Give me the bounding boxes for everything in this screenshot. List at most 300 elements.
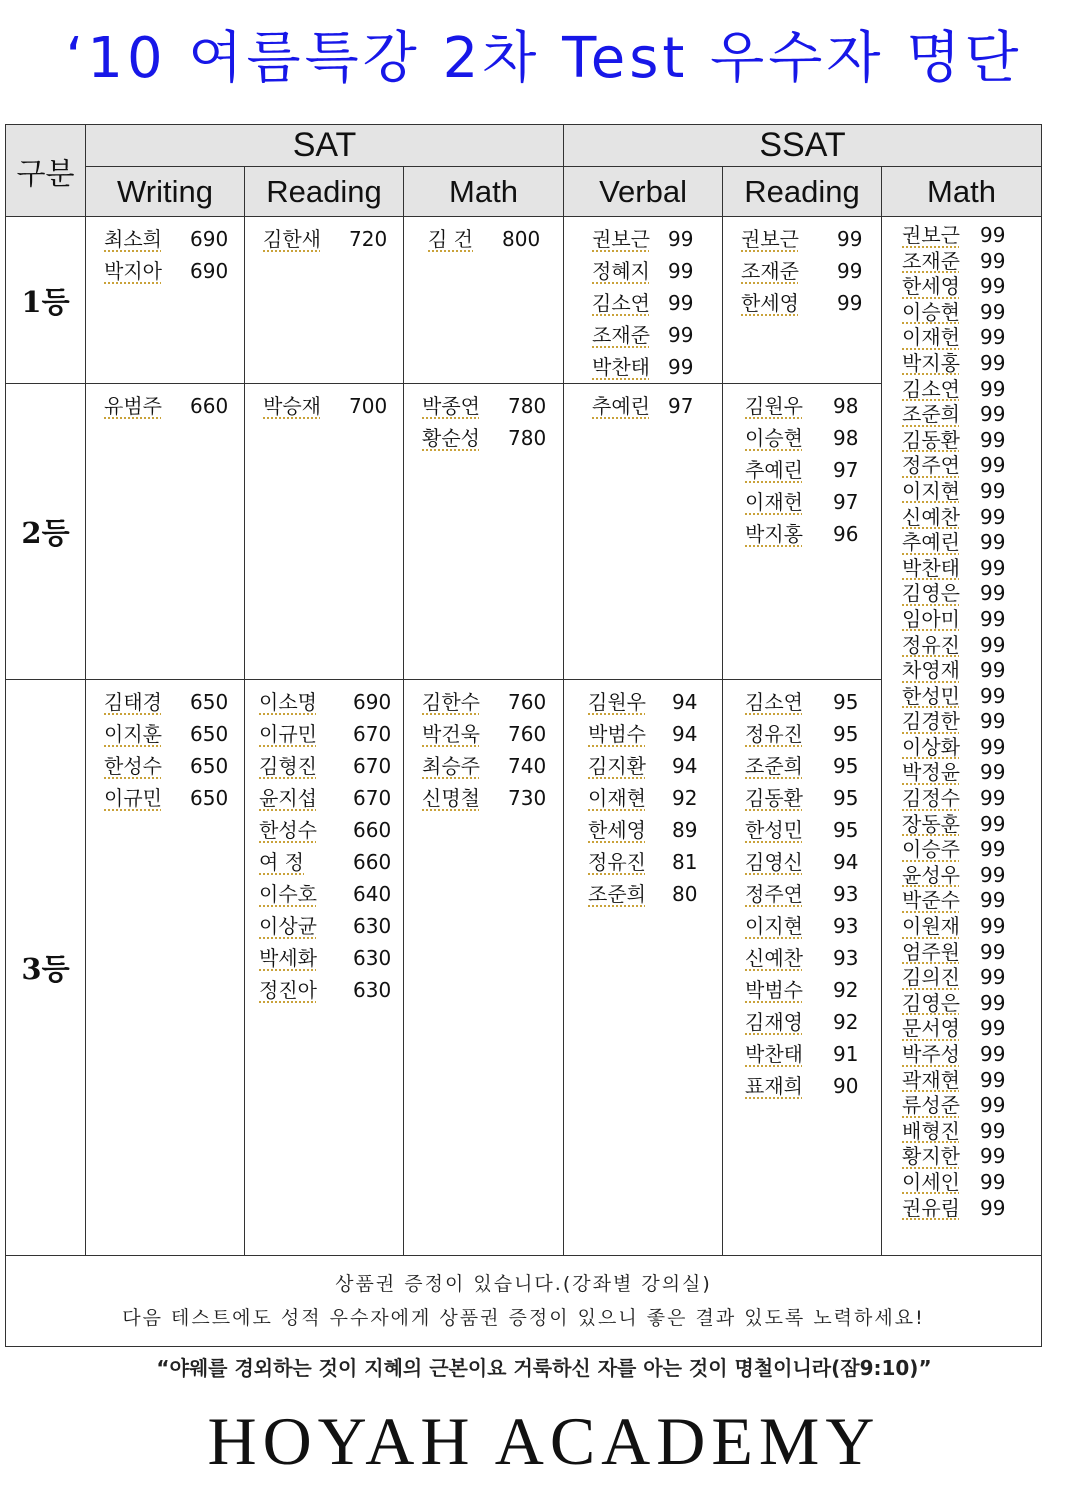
student-score: 99 — [980, 606, 1006, 631]
list-item — [245, 686, 403, 718]
student-name: 이수호 — [259, 882, 317, 906]
student-name: 조준희 — [902, 402, 960, 427]
student-score: 95 — [833, 722, 859, 746]
student-score: 780 — [508, 394, 547, 418]
student-name: 박지아 — [104, 259, 162, 283]
list-item — [245, 223, 403, 255]
list-item — [564, 782, 722, 814]
student-name: 엄주원 — [902, 939, 960, 964]
list-item — [882, 1196, 1041, 1222]
list-item — [723, 718, 881, 750]
list-item — [86, 686, 244, 718]
student-name: 박찬태 — [745, 1042, 803, 1066]
list-item — [882, 837, 1041, 863]
list-item — [564, 287, 722, 319]
student-name: 박정윤 — [902, 760, 960, 785]
student-name: 한성수 — [259, 818, 317, 842]
student-score: 690 — [190, 259, 229, 283]
student-score: 99 — [980, 555, 1006, 580]
list-sat-reading-g1 — [245, 217, 403, 255]
student-name: 여 정 — [259, 850, 304, 874]
list-sat-math-g2 — [404, 384, 563, 454]
student-name: 박종연 — [422, 394, 480, 418]
student-score: 92 — [833, 978, 859, 1002]
list-item — [86, 782, 244, 814]
student-score: 99 — [980, 888, 1006, 913]
student-score: 99 — [980, 581, 1006, 606]
student-name: 김한수 — [422, 690, 480, 714]
student-name: 박범수 — [588, 722, 646, 746]
student-name: 윤지섭 — [259, 786, 317, 810]
list-item — [882, 223, 1041, 249]
list-item — [723, 846, 881, 878]
list-item — [882, 812, 1041, 838]
student-name: 류성준 — [902, 1093, 960, 1118]
list-item — [882, 505, 1041, 531]
student-score: 95 — [833, 786, 859, 810]
list-item — [723, 782, 881, 814]
student-name: 김원우 — [588, 690, 646, 714]
list-sat-math-g1 — [404, 217, 563, 255]
list-item — [882, 581, 1041, 607]
student-score: 99 — [980, 325, 1006, 350]
student-score: 95 — [833, 690, 859, 714]
list-item — [882, 428, 1041, 454]
student-score: 99 — [980, 734, 1006, 759]
student-name: 정진아 — [259, 978, 317, 1002]
student-score: 99 — [980, 223, 1006, 247]
student-name: 한세영 — [588, 818, 646, 842]
student-score: 99 — [668, 323, 694, 347]
list-item — [882, 684, 1041, 710]
col-ssat-reading: Reading — [723, 167, 882, 217]
student-name: 김소연 — [745, 690, 803, 714]
student-name: 김원우 — [745, 394, 803, 418]
list-ssat-verbal-g1 — [564, 217, 722, 383]
list-item — [882, 377, 1041, 403]
student-score: 650 — [190, 786, 229, 810]
student-name: 박지홍 — [902, 350, 960, 375]
col-ssat-math: Math — [882, 167, 1042, 217]
list-item — [564, 390, 722, 422]
student-name: 정유진 — [902, 632, 960, 657]
student-score: 99 — [980, 811, 1006, 836]
student-name: 권보근 — [741, 227, 799, 251]
col-sat-writing: Writing — [86, 167, 245, 217]
student-score: 800 — [502, 227, 541, 251]
student-score: 99 — [980, 478, 1006, 503]
list-item — [882, 888, 1041, 914]
student-name: 이지현 — [902, 478, 960, 503]
student-score: 99 — [837, 227, 863, 251]
student-score: 94 — [672, 754, 698, 778]
student-name: 이재현 — [588, 786, 646, 810]
student-score: 89 — [672, 818, 698, 842]
list-item — [404, 390, 563, 422]
student-score: 81 — [672, 850, 698, 874]
student-score: 99 — [980, 530, 1006, 555]
list-item — [882, 863, 1041, 889]
student-name: 임아미 — [902, 606, 960, 631]
student-name: 신예찬 — [745, 946, 803, 970]
list-ssat-reading-g3 — [723, 680, 881, 1102]
student-score: 99 — [980, 376, 1006, 401]
student-score: 93 — [833, 914, 859, 938]
student-name: 김형진 — [259, 754, 317, 778]
student-score: 760 — [508, 722, 547, 746]
student-score: 97 — [668, 394, 694, 418]
list-sat-reading-g2 — [245, 384, 403, 422]
student-score: 99 — [980, 274, 1006, 299]
student-name: 한성민 — [902, 683, 960, 708]
student-score: 97 — [833, 458, 859, 482]
list-sat-writing-g3 — [86, 680, 244, 814]
student-score: 99 — [980, 1169, 1006, 1194]
student-score: 99 — [980, 965, 1006, 990]
student-score: 670 — [353, 786, 392, 810]
list-item — [882, 914, 1041, 940]
notice-line-2: 다음 테스트에도 성적 우수자에게 상품권 증정이 있으니 좋은 결과 있도록 노력하세요! — [122, 1307, 925, 1329]
student-name: 최소희 — [104, 227, 162, 251]
student-score: 99 — [980, 862, 1006, 887]
student-score: 96 — [833, 522, 859, 546]
student-score: 99 — [980, 248, 1006, 273]
student-score: 660 — [353, 850, 392, 874]
list-item — [882, 249, 1041, 275]
list-item — [564, 846, 722, 878]
student-score: 99 — [980, 402, 1006, 427]
student-score: 94 — [672, 690, 698, 714]
student-name: 김소연 — [902, 376, 960, 401]
list-item — [245, 390, 403, 422]
student-score: 93 — [833, 946, 859, 970]
list-item — [882, 658, 1041, 684]
list-item — [86, 255, 244, 287]
student-score: 650 — [190, 690, 229, 714]
list-item — [723, 223, 881, 255]
student-name: 이상화 — [902, 734, 960, 759]
student-score: 99 — [837, 291, 863, 315]
list-item — [723, 1038, 881, 1070]
student-score: 90 — [833, 1074, 859, 1098]
list-item — [882, 1068, 1041, 1094]
student-name: 권보근 — [902, 223, 960, 247]
sat-header: SAT — [86, 125, 564, 167]
student-score: 650 — [190, 722, 229, 746]
list-item — [882, 300, 1041, 326]
student-score: 99 — [837, 259, 863, 283]
student-name: 김영은 — [902, 990, 960, 1015]
list-ssat-verbal-g3 — [564, 680, 722, 910]
student-name: 조재준 — [902, 248, 960, 273]
student-name: 정혜지 — [592, 259, 650, 283]
student-name: 박찬태 — [902, 555, 960, 580]
list-item — [882, 1042, 1041, 1068]
student-score: 99 — [980, 1093, 1006, 1118]
student-score: 99 — [980, 1042, 1006, 1066]
list-item — [882, 709, 1041, 735]
student-score: 98 — [833, 394, 859, 418]
student-name: 추예린 — [745, 458, 803, 482]
list-item — [86, 750, 244, 782]
student-name: 김영신 — [745, 850, 803, 874]
list-item — [564, 718, 722, 750]
student-score: 670 — [353, 754, 392, 778]
student-score: 99 — [980, 709, 1006, 734]
student-score: 99 — [980, 914, 1006, 939]
student-name: 추예린 — [902, 530, 960, 555]
page-title: ‘10 여름특강 2차 Test 우수자 명단 — [65, 26, 1023, 91]
list-item — [86, 718, 244, 750]
student-score: 660 — [190, 394, 229, 418]
list-item — [245, 910, 403, 942]
student-score: 720 — [349, 227, 388, 251]
student-name: 이원재 — [902, 914, 960, 939]
col-sat-reading: Reading — [245, 167, 404, 217]
list-sat-writing-g2 — [86, 384, 244, 422]
grade-3: 3등 — [6, 680, 86, 1256]
student-score: 99 — [980, 683, 1006, 708]
list-item — [723, 686, 881, 718]
list-item — [404, 750, 563, 782]
student-name: 이재헌 — [902, 325, 960, 350]
list-item — [564, 319, 722, 351]
student-score: 99 — [980, 299, 1006, 324]
student-name: 장동훈 — [902, 811, 960, 836]
list-item — [882, 1016, 1041, 1042]
list-item — [245, 942, 403, 974]
student-name: 이규민 — [259, 722, 317, 746]
list-item — [86, 390, 244, 422]
student-name: 신명철 — [422, 786, 480, 810]
list-ssat-verbal-g2 — [564, 384, 722, 422]
winners-table — [5, 124, 1042, 1347]
student-name: 정유진 — [745, 722, 803, 746]
student-score: 660 — [353, 818, 392, 842]
student-name: 한세영 — [902, 274, 960, 299]
grade-1: 1등 — [6, 217, 86, 384]
student-score: 97 — [833, 490, 859, 514]
student-score: 93 — [833, 882, 859, 906]
col-sat-math: Math — [404, 167, 564, 217]
student-name: 박승재 — [263, 394, 321, 418]
list-item — [404, 686, 563, 718]
list-item — [245, 718, 403, 750]
list-item — [882, 760, 1041, 786]
student-score: 630 — [353, 946, 392, 970]
student-name: 조재준 — [741, 259, 799, 283]
list-item — [404, 718, 563, 750]
student-name: 이승현 — [745, 426, 803, 450]
list-item — [882, 530, 1041, 556]
student-score: 690 — [353, 690, 392, 714]
student-name: 황지한 — [902, 1144, 960, 1169]
student-score: 99 — [980, 1195, 1006, 1220]
student-name: 박건욱 — [422, 722, 480, 746]
student-name: 조재준 — [592, 323, 650, 347]
list-item — [882, 1119, 1041, 1145]
student-score: 80 — [672, 882, 698, 906]
list-item — [564, 223, 722, 255]
student-score: 99 — [668, 259, 694, 283]
list-item — [723, 974, 881, 1006]
list-item — [564, 750, 722, 782]
student-score: 99 — [980, 837, 1006, 862]
col-ssat-verbal: Verbal — [564, 167, 723, 217]
list-item — [723, 486, 881, 518]
list-item — [882, 1144, 1041, 1170]
student-name: 이재헌 — [745, 490, 803, 514]
academy-name: HOYAH ACADEMY — [207, 1403, 881, 1479]
list-item — [723, 1006, 881, 1038]
gubun-header: 구분 — [6, 125, 86, 217]
student-score: 690 — [190, 227, 229, 251]
student-name: 이세인 — [902, 1169, 960, 1194]
notice-line-1: 상품권 증정이 있습니다.(강좌별 강의실) — [335, 1273, 712, 1295]
list-item — [86, 223, 244, 255]
list-item — [882, 735, 1041, 761]
list-item — [882, 556, 1041, 582]
student-name: 정주연 — [745, 882, 803, 906]
student-name: 박준수 — [902, 888, 960, 913]
student-score: 99 — [980, 350, 1006, 375]
student-name: 김 건 — [428, 227, 473, 251]
list-item — [882, 940, 1041, 966]
student-score: 91 — [833, 1042, 859, 1066]
student-name: 김태경 — [104, 690, 162, 714]
student-score: 99 — [668, 227, 694, 251]
student-name: 박범수 — [745, 978, 803, 1002]
student-name: 이지현 — [745, 914, 803, 938]
list-item — [882, 786, 1041, 812]
list-item — [882, 965, 1041, 991]
student-name: 정주연 — [902, 453, 960, 478]
list-item — [882, 633, 1041, 659]
student-score: 99 — [980, 632, 1006, 657]
student-score: 99 — [980, 453, 1006, 478]
student-name: 황순성 — [422, 426, 480, 450]
student-name: 김한새 — [263, 227, 321, 251]
list-item — [882, 274, 1041, 300]
student-score: 99 — [980, 658, 1006, 683]
student-score: 95 — [833, 818, 859, 842]
student-score: 99 — [980, 1067, 1006, 1092]
list-item — [723, 750, 881, 782]
student-name: 이규민 — [104, 786, 162, 810]
student-name: 이승주 — [902, 837, 960, 862]
student-score: 99 — [980, 1118, 1006, 1143]
list-item — [723, 287, 881, 319]
list-item — [723, 454, 881, 486]
student-name: 김경한 — [902, 709, 960, 734]
student-name: 곽재현 — [902, 1067, 960, 1092]
student-name: 유범주 — [104, 394, 162, 418]
list-item — [882, 325, 1041, 351]
student-name: 김소연 — [592, 291, 650, 315]
list-item — [245, 974, 403, 1006]
list-item — [723, 255, 881, 287]
list-item — [245, 814, 403, 846]
student-name: 정유진 — [588, 850, 646, 874]
student-name: 조준희 — [745, 754, 803, 778]
list-item — [245, 846, 403, 878]
list-item — [723, 390, 881, 422]
student-score: 740 — [508, 754, 547, 778]
list-item — [245, 750, 403, 782]
list-sat-math-g3 — [404, 680, 563, 814]
list-sat-reading-g3 — [245, 680, 403, 1006]
student-score: 700 — [349, 394, 388, 418]
student-name: 김지환 — [588, 754, 646, 778]
student-name: 추예린 — [592, 394, 650, 418]
list-sat-writing-g1 — [86, 217, 244, 287]
student-score: 99 — [980, 990, 1006, 1015]
student-name: 한성수 — [104, 754, 162, 778]
student-name: 권유림 — [902, 1195, 960, 1220]
student-score: 99 — [980, 760, 1006, 785]
student-name: 박지홍 — [745, 522, 803, 546]
student-score: 670 — [353, 722, 392, 746]
list-item — [404, 782, 563, 814]
student-name: 권보근 — [592, 227, 650, 251]
list-item — [723, 910, 881, 942]
student-score: 99 — [980, 504, 1006, 529]
student-name: 박주성 — [902, 1042, 960, 1066]
student-name: 조준희 — [588, 882, 646, 906]
list-item — [882, 351, 1041, 377]
student-name: 이지훈 — [104, 722, 162, 746]
list-ssat-reading-g2 — [723, 384, 881, 550]
student-score: 630 — [353, 978, 392, 1002]
student-name: 김재영 — [745, 1010, 803, 1034]
student-name: 신예찬 — [902, 504, 960, 529]
student-score: 99 — [980, 786, 1006, 811]
student-score: 640 — [353, 882, 392, 906]
student-score: 94 — [833, 850, 859, 874]
list-item — [404, 223, 563, 255]
ssat-header: SSAT — [564, 125, 1042, 167]
student-score: 92 — [833, 1010, 859, 1034]
list-item — [882, 402, 1041, 428]
list-item — [723, 942, 881, 974]
student-name: 박찬태 — [592, 355, 650, 379]
list-item — [882, 607, 1041, 633]
bible-quote: “야웨를 경외하는 것이 지혜의 근본이요 거룩하신 자를 아는 것이 명철이니라(잠9:10)” — [156, 1356, 932, 1380]
list-item — [564, 814, 722, 846]
student-score: 99 — [980, 939, 1006, 964]
student-score: 760 — [508, 690, 547, 714]
list-item — [564, 255, 722, 287]
list-item — [245, 782, 403, 814]
list-item — [723, 518, 881, 550]
grade-2: 2등 — [6, 384, 86, 680]
list-ssat-math — [882, 217, 1041, 1221]
list-item — [723, 1070, 881, 1102]
student-name: 한성민 — [745, 818, 803, 842]
student-name: 한세영 — [741, 291, 799, 315]
student-score: 94 — [672, 722, 698, 746]
student-score: 99 — [980, 1016, 1006, 1041]
student-name: 차영재 — [902, 658, 960, 683]
student-name: 김동환 — [902, 427, 960, 452]
list-item — [564, 878, 722, 910]
student-score: 98 — [833, 426, 859, 450]
list-item — [723, 814, 881, 846]
list-item — [882, 1093, 1041, 1119]
notice-box — [6, 1256, 1042, 1347]
student-score: 99 — [980, 1144, 1006, 1169]
list-item — [723, 878, 881, 910]
